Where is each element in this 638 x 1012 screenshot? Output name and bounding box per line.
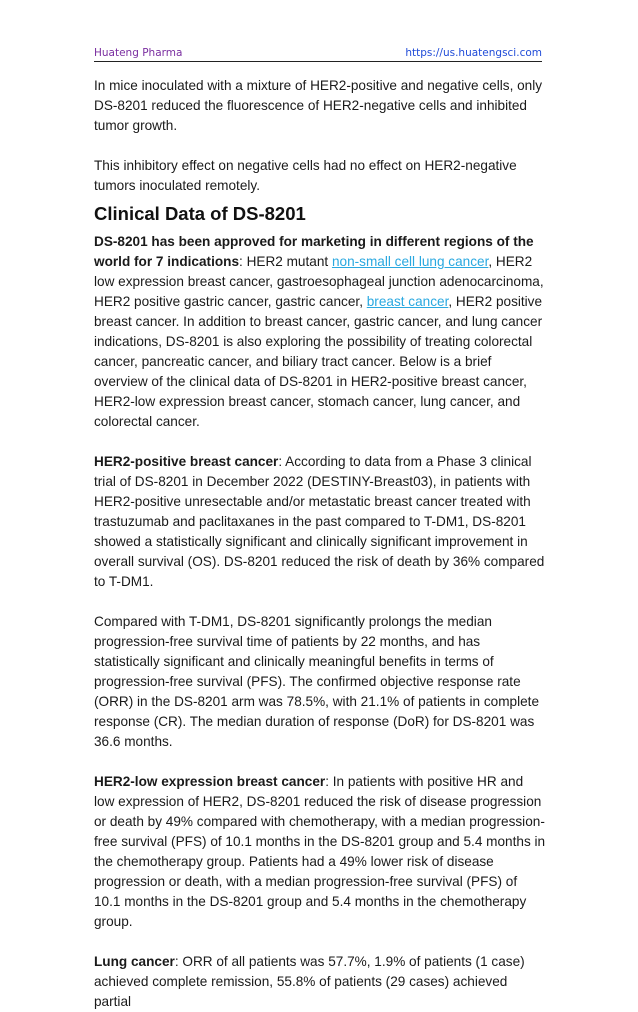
approved-text-3: , HER2 positive breast cancer. In addition to breast cancer, gastric cancer, and lung cancer indications, DS-8201 is also exploring the possibility of treating colorectal cancer, pancreatic cancer, and biliary tract cancer. Below is a brief overview of the clinical data of DS-8201 in HER2-positive breast cancer, HER2-low expression breast cancer, stomach cancer, lung cancer, and colorectal cancer. bbox=[94, 294, 543, 429]
paragraph-her2-low bbox=[94, 772, 546, 932]
paragraph-lung-cancer bbox=[94, 952, 546, 1012]
paragraph-tdm1-comparison: Compared with T-DM1, DS-8201 significantly prolongs the median progression-free survival time of patients by 22 months, and has statistically significant and clinically meaningful benefits in terms of progression-free survival (PFS). The confirmed objective response rate (ORR) in the DS-8201 arm was 78.5%, with 21.1% of patients in complete response (CR). The median duration of response (DoR) for DS-8201 was 36.6 months. bbox=[94, 614, 540, 749]
approved-text-1: : HER2 mutant bbox=[239, 254, 332, 269]
her2-low-text: : In patients with positive HR and low expression of HER2, DS-8201 reduced the risk of disease progression or death by 49% compared with chemotherapy, with a median progression-free survival (PFS) of 10.1 months in the DS-8201 group and 5.4 months in the chemotherapy group. Patients had a 49% lower risk of disease progression or death, with a median progression-free survival (PFS) of 10.1 months in the DS-8201 group and 5.4 months in the chemotherapy group. bbox=[94, 774, 546, 929]
paragraph-mice-study: In mice inoculated with a mixture of HER2-positive and negative cells, only DS-8201 reduced the fluorescence of HER2-negative cells and inhibited tumor growth. bbox=[94, 78, 543, 133]
paragraph-approved-indications bbox=[94, 232, 546, 432]
brand-name: Huateng Pharma bbox=[94, 47, 183, 59]
spacer bbox=[94, 592, 546, 612]
lung-lead: Lung cancer bbox=[94, 954, 175, 969]
approved-lead: DS-8201 has been approved for marketing in different regions of the world for 7 indications bbox=[94, 234, 534, 269]
page-header bbox=[94, 40, 542, 62]
site-link[interactable]: https://us.huatengsci.com bbox=[405, 47, 542, 59]
lung-text: : ORR of all patients was 57.7%, 1.9% of patients (1 case) achieved complete remission, 55.8% of patients (29 cases) achieved partial bbox=[94, 954, 525, 1009]
approved-text-2: , HER2 low expression breast cancer, gastroesophageal junction adenocarcinoma, HER2 positive gastric cancer, gastric cancer, bbox=[94, 254, 544, 309]
paragraph-negative-cells: This inhibitory effect on negative cells had no effect on HER2-negative tumors inoculated remotely. bbox=[94, 158, 517, 193]
document-body bbox=[94, 76, 546, 1012]
spacer bbox=[94, 136, 546, 156]
spacer bbox=[94, 432, 546, 452]
section-title: Clinical Data of DS-8201 bbox=[94, 203, 306, 224]
spacer bbox=[94, 752, 546, 772]
her2-positive-text: : According to data from a Phase 3 clinical trial of DS-8201 in December 2022 (DESTINY-Breast03), in patients with HER2-positive unresectable and/or metastatic breast cancer treated with trastuzumab and paclitaxanes in the past compared to T-DM1, DS-8201 showed a statistically significant and clinically significant improvement in overall survival (OS). DS-8201 reduced the risk of death by 36% compared to T-DM1. bbox=[94, 454, 545, 589]
paragraph-her2-positive bbox=[94, 452, 546, 592]
nsclc-link[interactable]: non-small cell lung cancer bbox=[331, 254, 489, 269]
breast-cancer-link[interactable]: breast cancer bbox=[366, 294, 449, 309]
spacer bbox=[94, 932, 546, 952]
her2-positive-lead: HER2-positive breast cancer bbox=[94, 454, 279, 469]
her2-low-lead: HER2-low expression breast cancer bbox=[94, 774, 326, 789]
